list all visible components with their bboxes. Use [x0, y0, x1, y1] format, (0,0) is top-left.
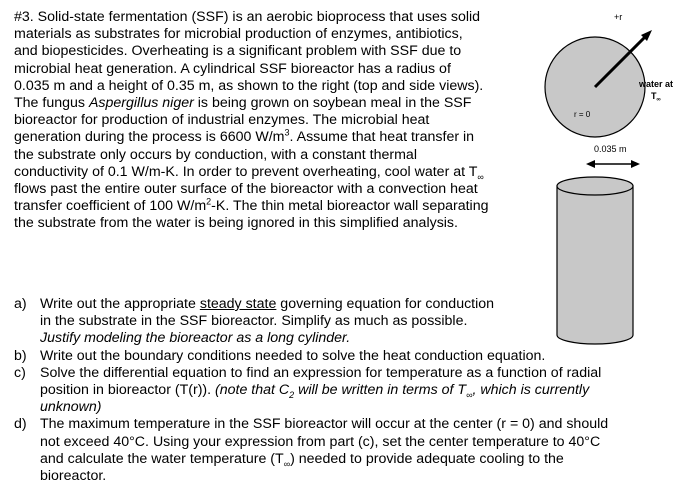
intro-line: microbial heat generation. A cylindrical SSF bioreactor has a radius of	[14, 60, 451, 77]
dimension-arrowhead-left	[586, 160, 595, 168]
question-part-a	[14, 296, 694, 348]
part-label: a)	[14, 296, 27, 312]
radius-dimension-label: 0.035 m	[594, 144, 627, 154]
intro-line: bioreactor for production of industrial enzymes. The microbial heat	[14, 112, 430, 129]
part-label: c)	[14, 364, 26, 381]
subscript: ∞	[477, 171, 484, 182]
superscript: 2	[206, 196, 212, 207]
part-line: Justify modeling the bioreactor as a long cylinder.	[40, 330, 351, 347]
r-label: +r	[614, 12, 623, 22]
text: transfer coefficient of 100 W/m	[14, 198, 207, 215]
text: Write out the appropriate	[40, 296, 200, 312]
text: position in bioreactor (T(r)).	[40, 382, 216, 399]
water-temp-sub: ∞	[656, 97, 661, 103]
part-line	[40, 296, 694, 313]
text: . Assume that heat transfer in	[289, 129, 475, 146]
text: governing equation for conduction	[276, 296, 495, 312]
part-line: bioreactor.	[40, 468, 107, 485]
text: The fungus	[14, 95, 89, 112]
problem-statement	[14, 9, 544, 233]
text: conductivity of 0.1 W/m-K. In order to prevent overheating, cool water at T	[14, 163, 478, 180]
part-line: The maximum temperature in the SSF bioreactor will occur at the center (r = 0) and should	[40, 416, 609, 433]
part-line: unknown)	[40, 399, 102, 416]
intro-line: the substrate from the water is being ignored in this simplified analysis.	[14, 215, 458, 232]
text: and calculate the water temperature (T	[40, 450, 284, 467]
part-line: in the substrate in the SSF bioreactor. Simplify as much as possible.	[40, 313, 468, 330]
intro-line: #3. Solid-state fermentation (SSF) is an aerobic bioprocess that uses solid	[14, 9, 481, 25]
intro-line: flows past the entire outer surface of the bioreactor with a convection heat	[14, 181, 478, 198]
part-label: d)	[14, 416, 27, 433]
subscript: ∞	[466, 389, 473, 400]
text: generation during the process is 6600 W/m	[14, 129, 285, 146]
underlined-text: steady state	[199, 296, 277, 312]
intro-line: materials as substrates for microbial production of enzymes, antibiotics,	[14, 26, 463, 43]
text: -K. The thin metal bioreactor wall separating	[211, 198, 489, 215]
water-temp-label	[651, 91, 661, 103]
intro-line	[14, 198, 544, 215]
part-line	[40, 451, 694, 468]
water-label: water at	[639, 79, 674, 89]
side-view-top-ellipse	[557, 177, 633, 195]
superscript: 3	[284, 127, 290, 138]
intro-line	[14, 95, 544, 112]
text: is being grown on soybean meal in the SSF	[193, 95, 472, 112]
question-part-b	[14, 348, 694, 365]
intro-line: 0.035 m and a height of 0.35 m, as shown to the right (top and side views).	[14, 77, 484, 94]
center-label: r = 0	[574, 110, 591, 119]
part-line: Solve the differential equation to find an expression for temperature as a function of radial	[40, 364, 602, 381]
intro-line	[14, 129, 544, 146]
note-text: (note that C	[215, 382, 290, 399]
subscript: ∞	[283, 458, 291, 469]
intro-line: and biopesticides. Overheating is a significant problem with SSF due to	[14, 43, 462, 60]
intro-line	[14, 164, 544, 181]
organism-name: Aspergillus niger	[88, 95, 194, 112]
question-parts	[14, 296, 694, 485]
subscript: 2	[289, 389, 295, 400]
intro-line: the substrate only occurs by conduction, with a constant thermal	[14, 146, 417, 163]
water-temp-T: T	[651, 91, 657, 101]
note-text: will be written in terms of T	[294, 382, 467, 399]
part-line: Write out the boundary conditions needed to solve the heat conduction equation.	[40, 347, 546, 364]
note-text: , which is currently	[472, 382, 590, 399]
part-label: b)	[14, 347, 27, 364]
dimension-arrowhead-right	[631, 160, 640, 168]
question-part-d	[14, 416, 694, 485]
part-line: not exceed 40°C. Using your expression from part (c), set the center temperature to 40°C	[40, 433, 601, 450]
text: ) needed to provide adequate cooling to the	[290, 450, 564, 467]
part-line	[40, 382, 694, 399]
question-part-c	[14, 365, 694, 417]
